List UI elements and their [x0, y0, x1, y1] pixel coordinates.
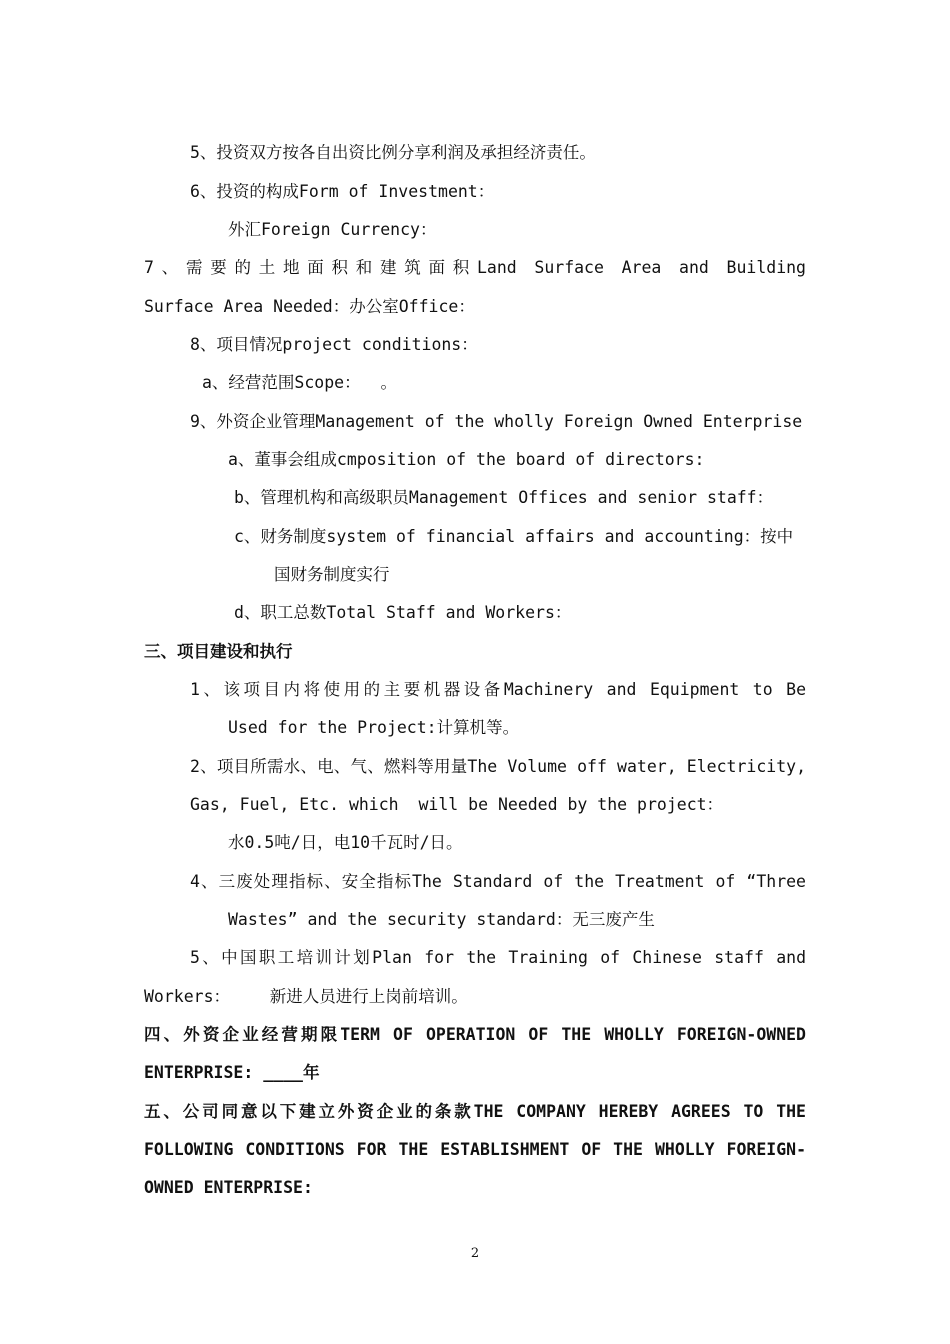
board-composition-line: a、董事会组成cmposition of the board of directors: — [228, 450, 705, 469]
item-8-project-conditions: 8、项目情况project conditions： — [190, 335, 478, 354]
item-7-land-area-line: 7、需要的土地面积和建筑面积Land Surface Area and Building — [144, 258, 806, 277]
financial-system-line: c、财务制度system of financial affairs and accounting：按中 — [234, 527, 794, 546]
item-7-office-line: Surface Area Needed：办公室Office： — [144, 297, 475, 316]
management-offices-line: b、管理机构和高级职员Management Offices and senior staff： — [234, 488, 774, 507]
section-5-heading: 五、公司同意以下建立外资企业的条款THE COMPANY HEREBY AGREES TO THE — [144, 1102, 806, 1121]
item-9-management: 9、外资企业管理Management of the wholly Foreign Owned Enterprise — [190, 412, 803, 431]
section-4-heading: 四、外资企业经营期限TERM OF OPERATION OF THE WHOLLY FOREIGN-OWNED — [144, 1025, 806, 1044]
section-4-heading-cont: ENTERPRISE: ____年 — [144, 1063, 320, 1082]
section-5-heading-line3: OWNED ENTERPRISE: — [144, 1178, 313, 1197]
foreign-currency-line: 外汇Foreign Currency： — [228, 220, 437, 239]
item-4-three-wastes: 4、三废处理指标、安全指标The Standard of the Treatment of “Three — [190, 872, 806, 891]
item-1-machinery-cont: Used for the Project:计算机等。 — [228, 718, 520, 737]
item-5-training-cont: Workers： 新进人员进行上岗前培训。 — [144, 987, 468, 1006]
scope-line: a、经营范围Scope： 。 — [202, 373, 397, 392]
item-5-profit-sharing: 5、投资双方按各自出资比例分享利润及承担经济责任。 — [190, 143, 596, 162]
item-4-three-wastes-cont: Wastes” and the security standard：无三废产生 — [228, 910, 655, 929]
item-1-machinery: 1、该项目内将使用的主要机器设备Machinery and Equipment to Be — [190, 680, 806, 699]
item-6-form-of-investment: 6、投资的构成Form of Investment： — [190, 182, 495, 201]
water-electricity-line: 水0.5吨/日，电10千瓦时/日。 — [228, 833, 463, 852]
item-2-volume-cont: Gas, Fuel, Etc. which will be Needed by the project： — [190, 795, 724, 814]
section-5-heading-line2: FOLLOWING CONDITIONS FOR THE ESTABLISHMENT OF THE WHOLLY FOREIGN- — [144, 1140, 806, 1159]
page-number: 2 — [470, 1246, 480, 1261]
financial-system-cont: 国财务制度实行 — [274, 565, 390, 584]
item-5-training: 5、中国职工培训计划Plan for the Training of Chinese staff and — [190, 948, 806, 967]
item-2-volume: 2、项目所需水、电、气、燃料等用量The Volume off water, Electricity, — [190, 757, 806, 776]
total-staff-line: d、职工总数Total Staff and Workers： — [234, 603, 572, 622]
section-3-heading: 三、项目建设和执行 — [144, 642, 293, 661]
